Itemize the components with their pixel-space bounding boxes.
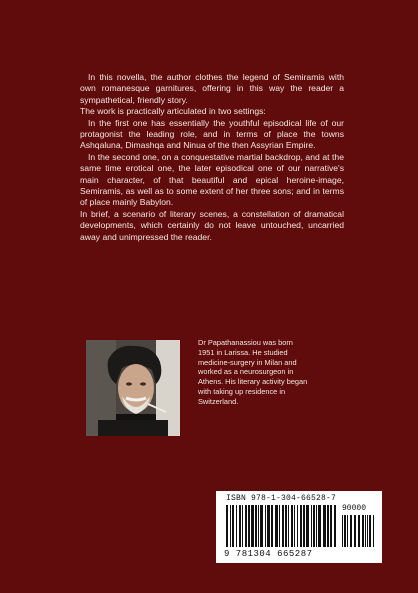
price-barcode-bar	[342, 515, 343, 547]
isbn-label: ISBN 978-1-304-66528-7	[226, 494, 337, 503]
barcode-bar	[311, 505, 312, 547]
barcode-bar	[316, 505, 317, 547]
barcode-bar	[242, 505, 243, 547]
barcode-digits: 9 781304 665287	[224, 549, 313, 559]
barcode-bar	[275, 505, 278, 547]
barcode-bar	[279, 505, 280, 547]
barcode-bar	[236, 505, 237, 547]
price-barcode-bar	[358, 515, 360, 547]
price-code: 90000	[342, 504, 367, 513]
barcode-bar	[282, 505, 284, 547]
price-barcode-bar	[354, 515, 356, 547]
price-barcode-bar	[367, 515, 368, 547]
price-barcode-bar	[365, 515, 366, 547]
barcode-bar	[245, 505, 247, 547]
barcode-bar	[260, 505, 263, 547]
price-barcode-bar	[350, 515, 352, 547]
barcode-bar	[248, 505, 250, 547]
barcode-bar	[297, 505, 298, 547]
barcode-bar	[288, 505, 289, 547]
barcode-bar	[271, 505, 273, 547]
barcode-bar	[230, 505, 231, 547]
barcode-bar	[226, 505, 228, 547]
barcode-bar	[251, 505, 254, 547]
barcode-bar	[255, 505, 257, 547]
barcode-bar	[294, 505, 295, 547]
barcode-bar	[232, 505, 234, 547]
barcode-bar	[258, 505, 259, 547]
barcode-bar	[306, 505, 309, 547]
price-barcode-bar	[362, 515, 364, 547]
blurb-paragraph-1: In this novella, the author clothes the legend of Semiramis with own romanesque garnitures, offering in this way the reader a sympathetical, friendly story.	[80, 72, 344, 105]
author-photo	[86, 340, 180, 436]
barcode-bar	[327, 505, 329, 547]
author-bio: Dr Papathanassiou was born 1951 in Larissa. He studied medicine-surgery in Milan and worked as a neurosurgeon in Athens. His literary activity began with taking up residence in Switzerland.	[198, 338, 308, 406]
price-barcode-bar	[369, 515, 371, 547]
blurb-paragraph-4: In the second one, on a conquestative martial backdrop, and at the same time erotical one, the later episodical one of our narrative's main character, of that beautiful and epical heroine-image, Semiramis, as well as to some extent of her three sons; and in terms of place mainly Babylon.	[80, 151, 344, 208]
barcode-bar	[300, 505, 302, 547]
barcode-bar	[239, 505, 241, 547]
barcode-bar	[330, 505, 332, 547]
barcode-bar	[291, 505, 293, 547]
barcode-bar	[318, 505, 321, 547]
price-barcode-bar	[347, 515, 348, 547]
blurb-paragraph-2: The work is practically articulated in two settings:	[80, 106, 266, 117]
blurb-paragraph-5: In brief, a scenario of literary scenes, a constellation of dramatical developments, which certainly do not leave untouched, uncarried away and unimpressed the reader.	[80, 208, 344, 242]
barcode-bar	[313, 505, 315, 547]
barcode-bar	[285, 505, 287, 547]
barcode-bar	[265, 505, 266, 547]
price-barcode-bar	[344, 515, 346, 547]
price-barcode-bar	[373, 515, 374, 547]
blurb-paragraph-3: In the first one has essentially the youthful episodical life of our protagonist the leading role, and in terms of place the towns Ashqaluna, Dimashqa and Ninua of the then Assyrian Empire.	[80, 117, 344, 151]
book-blurb	[80, 72, 344, 243]
barcode-bar	[323, 505, 326, 547]
barcode-bar	[267, 505, 270, 547]
barcode-bar	[303, 505, 305, 547]
barcode-bar	[334, 505, 336, 547]
